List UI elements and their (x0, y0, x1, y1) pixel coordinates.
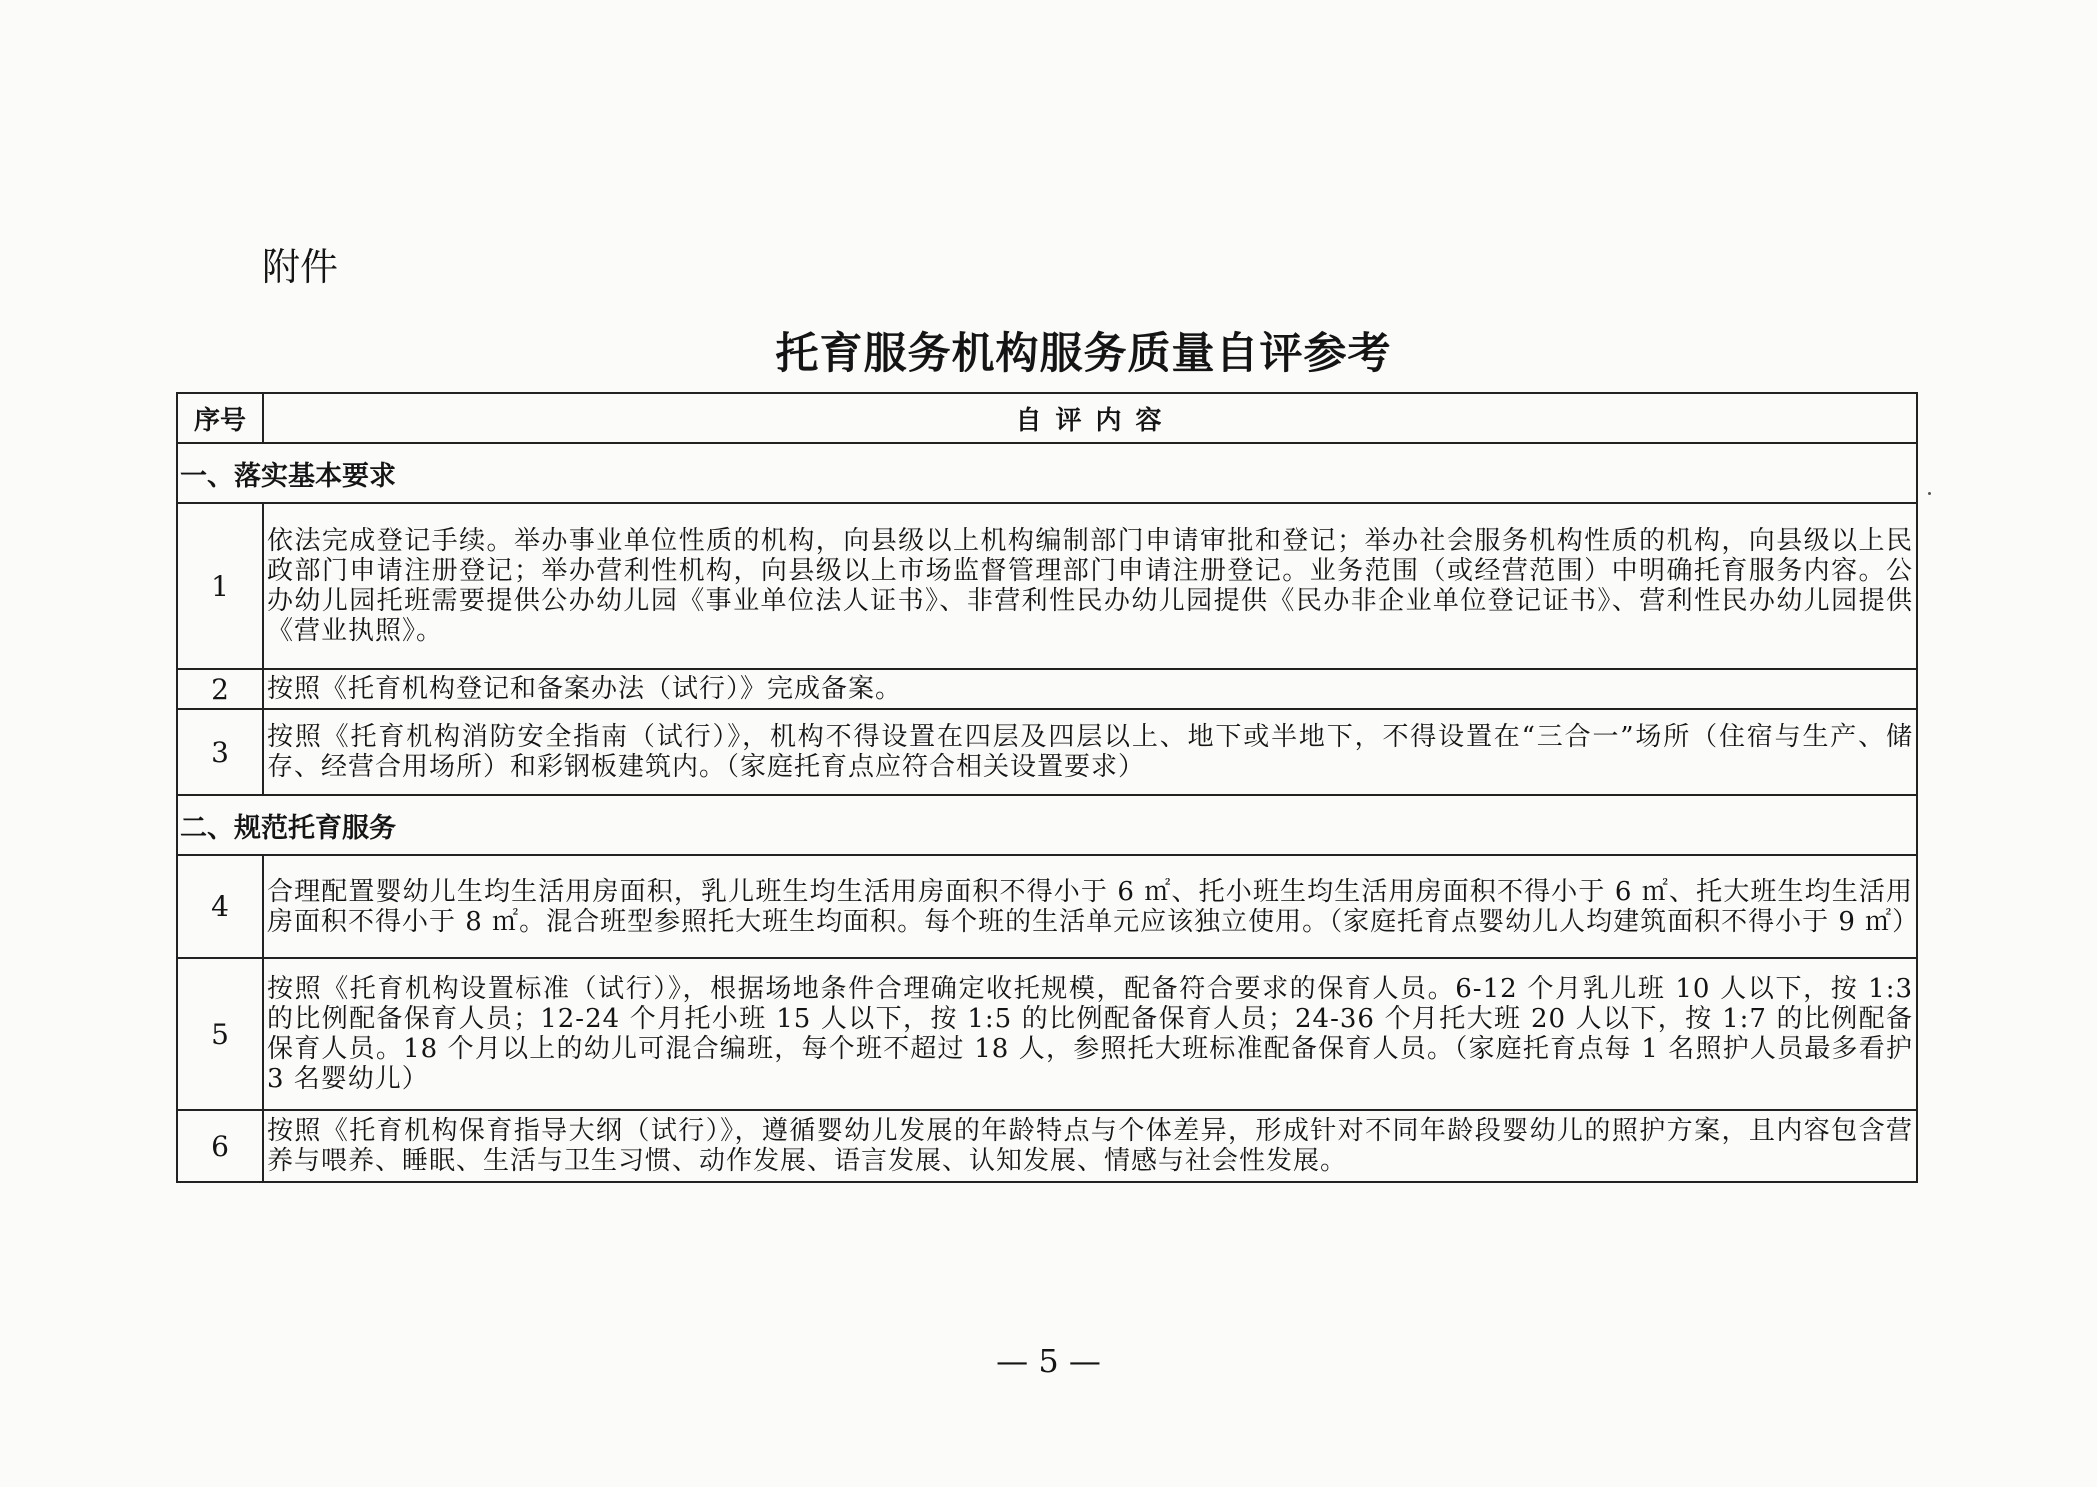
row-num: 3 (177, 709, 263, 795)
row-num: 5 (177, 958, 263, 1110)
table-row (177, 1110, 1917, 1182)
section-heading: 二、规范托育服务 (177, 795, 1917, 855)
row-text: 按照《托育机构设置标准（试行）》，根据场地条件合理确定收托规模，配备符合要求的保育人员。6-12 个月乳儿班 10 人以下，按 1:3 的比例配备保育人员；12-24 个月托小班 15 人以下，按 1:5 的比例配备保育人员；24-36 个月托大班 20 人以下，按 1:7 的比例配备保育人员。18 个月以上的幼儿可混合编班，每个班不超过 18 人，参照托大班标准配备保育人员。（家庭托育点每 1 名照护人员最多看护 3 名婴幼儿） (263, 958, 1917, 1110)
table-row (177, 669, 1917, 709)
scan-speck (1928, 492, 1931, 495)
table-row (177, 503, 1917, 669)
header-num: 序号 (177, 393, 263, 443)
row-text: 按照《托育机构登记和备案办法（试行）》完成备案。 (263, 669, 1917, 709)
row-num: 2 (177, 669, 263, 709)
page-number: — 5 — (996, 1342, 1101, 1380)
table-header-row (177, 393, 1917, 443)
row-num: 1 (177, 503, 263, 669)
row-text: 依法完成登记手续。举办事业单位性质的机构，向县级以上机构编制部门申请审批和登记；举办社会服务机构性质的机构，向县级以上民政部门申请注册登记；举办营利性机构，向县级以上市场监督管理部门申请注册登记。业务范围（或经营范围）中明确托育服务内容。公办幼儿园托班需要提供公办幼儿园《事业单位法人证书》、非营利性民办幼儿园提供《民办非企业单位登记证书》、营利性民办幼儿园提供《营业执照》。 (263, 503, 1917, 669)
row-num: 6 (177, 1110, 263, 1182)
row-text: 按照《托育机构消防安全指南（试行）》，机构不得设置在四层及四层以上、地下或半地下，不得设置在“三合一”场所（住宿与生产、储存、经营合用场所）和彩钢板建筑内。（家庭托育点应符合相关设置要求） (263, 709, 1917, 795)
header-content: 自评内容 (263, 393, 1917, 443)
section-row (177, 795, 1917, 855)
document-title: 托育服务机构服务质量自评参考 (775, 329, 1392, 379)
table-row (177, 709, 1917, 795)
section-heading: 一、落实基本要求 (177, 443, 1917, 503)
row-num: 4 (177, 855, 263, 958)
table-row (177, 855, 1917, 958)
section-row (177, 443, 1917, 503)
attachment-label: 附件 (262, 245, 339, 289)
row-text: 合理配置婴幼儿生均生活用房面积，乳儿班生均生活用房面积不得小于 6 ㎡、托小班生均生活用房面积不得小于 6 ㎡、托大班生均生活用房面积不得小于 8 ㎡。混合班型参照托大班生均面积。每个班的生活单元应该独立使用。（家庭托育点婴幼儿人均建筑面积不得小于 9 ㎡） (263, 855, 1917, 958)
table-row (177, 958, 1917, 1110)
row-text: 按照《托育机构保育指导大纲（试行）》，遵循婴幼儿发展的年龄特点与个体差异，形成针对不同年龄段婴幼儿的照护方案，且内容包含营养与喂养、睡眠、生活与卫生习惯、动作发展、语言发展、认知发展、情感与社会性发展。 (263, 1110, 1917, 1182)
self-evaluation-table (176, 392, 1918, 1183)
